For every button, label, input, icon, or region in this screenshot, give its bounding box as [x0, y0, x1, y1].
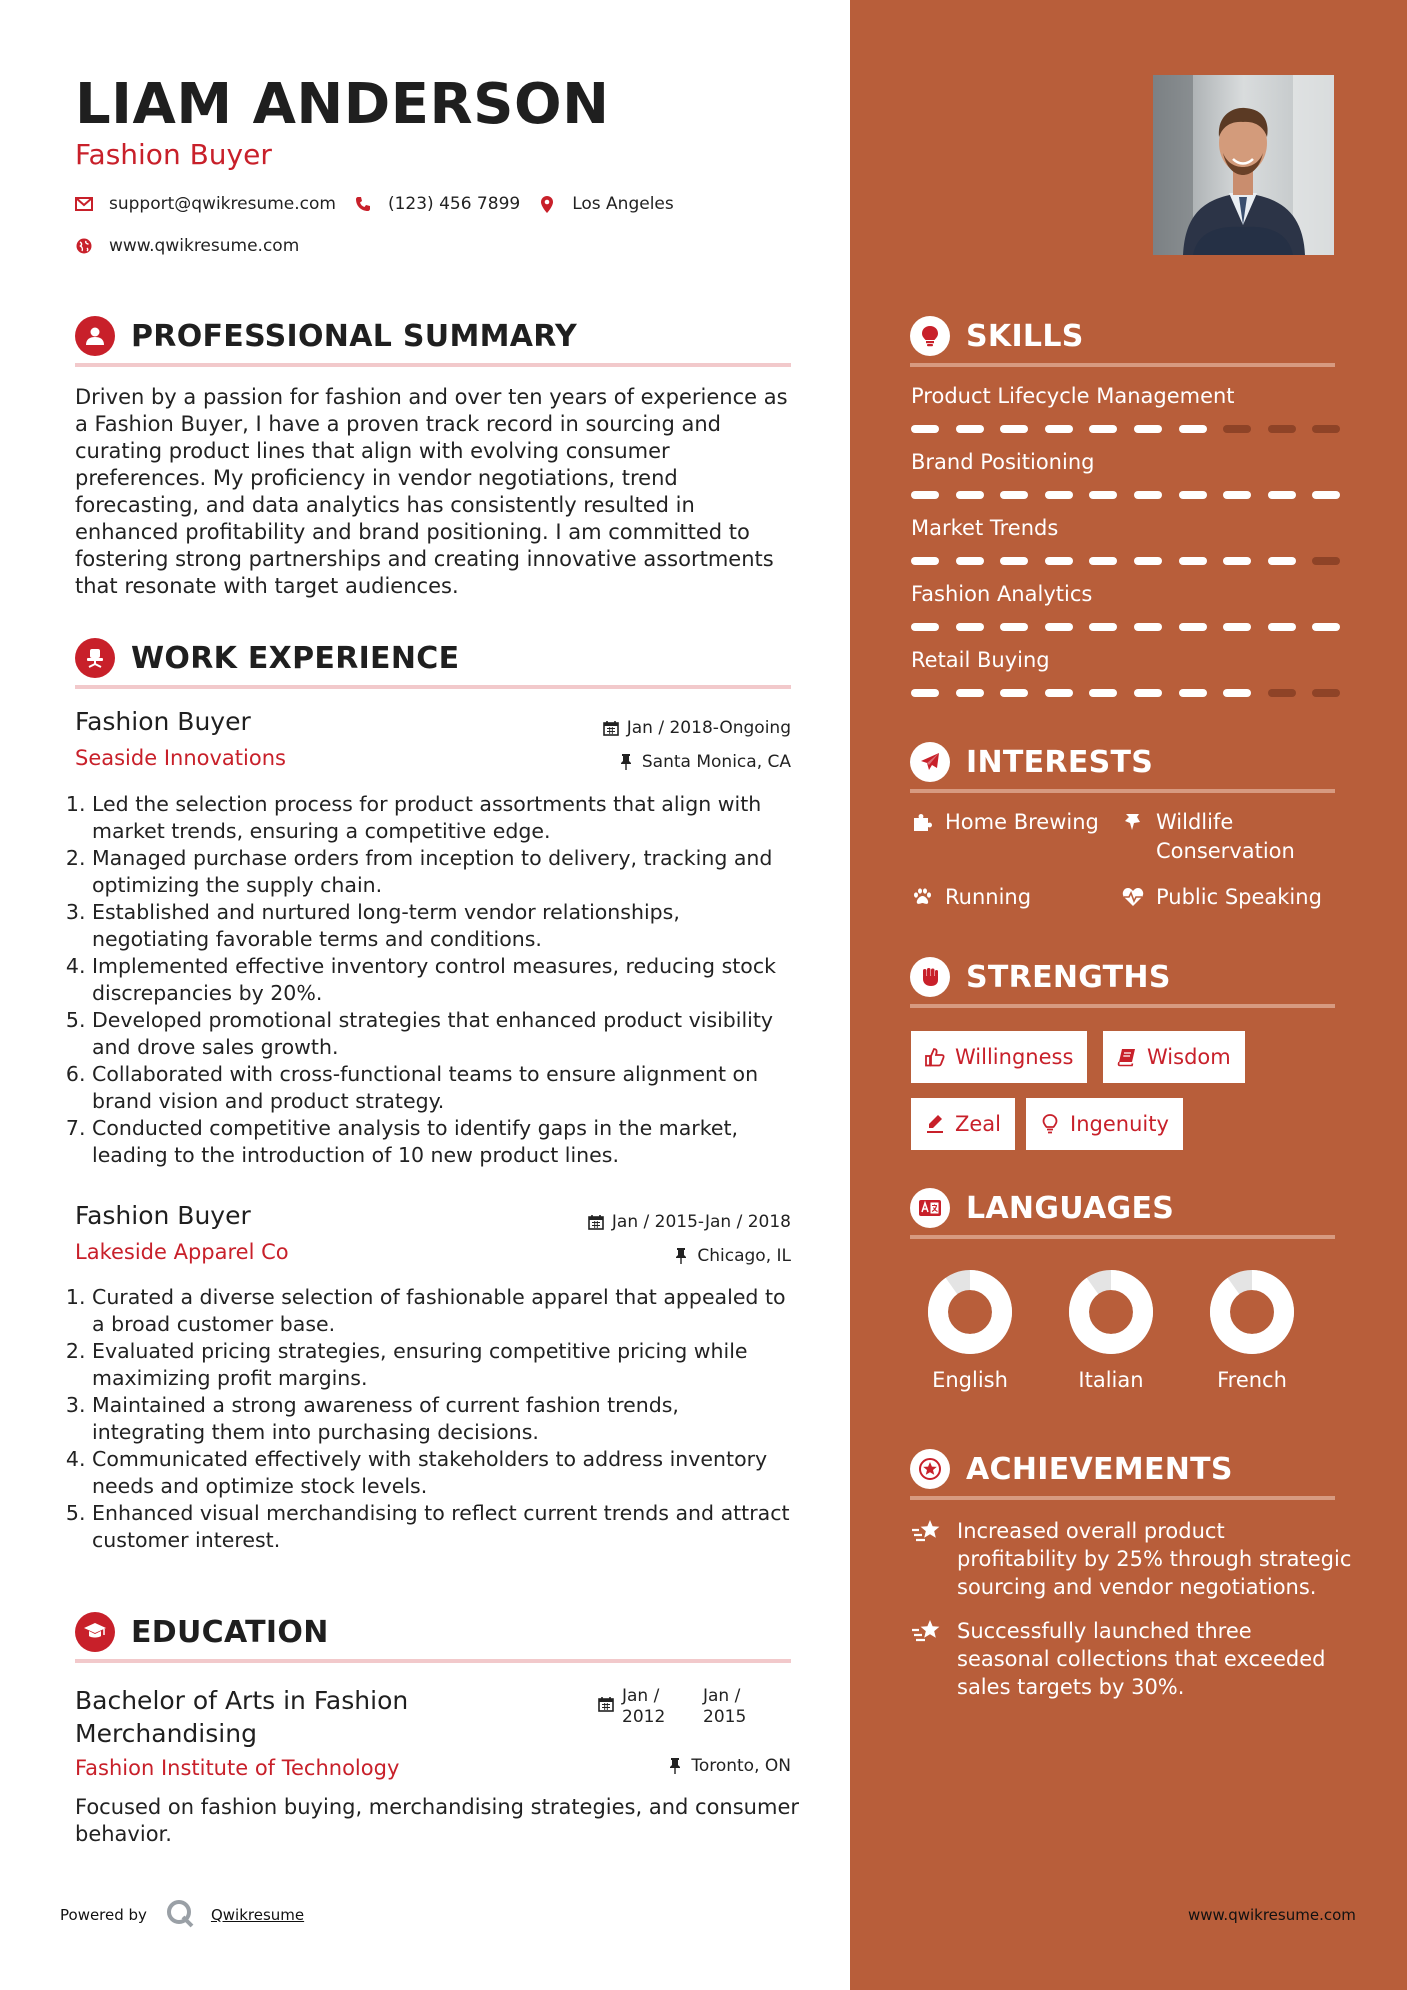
office-chair-icon: [75, 638, 115, 678]
strengths-heading: [910, 957, 1171, 997]
phone-text[interactable]: (123) 456 7899: [387, 194, 521, 214]
profile-photo: [1153, 75, 1334, 255]
list-item: 7. Conducted competitive analysis to identify gaps in the market, leading to the introduction of 10 new product lines.: [92, 1115, 798, 1169]
language-item: [1202, 1270, 1302, 1392]
skill-level-bar: [911, 557, 1333, 565]
skills-divider: [910, 363, 1335, 367]
skill-segment-filled: [956, 425, 984, 433]
interest-label: Home Brewing: [945, 810, 1099, 834]
achievement-text: profitability by 25% through strategic: [957, 1547, 1352, 1571]
contact-row-2: [75, 236, 317, 256]
lightbulb-icon: [1040, 1114, 1060, 1134]
education-heading: [75, 1612, 329, 1652]
skill-level-bar: [911, 491, 1333, 499]
skill-level-bar: [911, 689, 1333, 697]
skill-segment-filled: [1179, 491, 1207, 499]
strength-label: Wisdom: [1147, 1045, 1231, 1069]
interest-label: Wildlife: [1156, 810, 1234, 834]
degree-line-1: Bachelor of Arts in Fashion: [75, 1686, 409, 1715]
skill-segment-empty: [1312, 557, 1340, 565]
job-duties-list: [92, 791, 798, 1169]
summary-divider: [75, 363, 791, 367]
skill-segment-filled: [1000, 425, 1028, 433]
interest-item: [911, 883, 1031, 912]
skill-segment-filled: [1045, 557, 1073, 565]
skills-title: SKILLS: [966, 318, 1084, 354]
thumbtack-icon: [1122, 811, 1144, 833]
calendar-icon: [598, 1696, 614, 1712]
language-name: Italian: [1078, 1368, 1144, 1392]
skill-segment-filled: [1089, 557, 1117, 565]
skill-segment-filled: [956, 623, 984, 631]
job-title: Fashion Buyer: [75, 1201, 251, 1230]
end-month: Jan /: [703, 1686, 741, 1706]
achievement-text: sourcing and vendor negotiations.: [957, 1575, 1317, 1599]
language-item: [920, 1270, 1020, 1392]
summary-title: PROFESSIONAL SUMMARY: [131, 318, 578, 354]
skill-segment-filled: [1134, 623, 1162, 631]
language-name: French: [1217, 1368, 1287, 1392]
strength-label: Zeal: [955, 1112, 1002, 1136]
interests-divider: [910, 789, 1335, 793]
skill-segment-filled: [1312, 491, 1340, 499]
interests-heading: [910, 742, 1153, 782]
education-title: EDUCATION: [131, 1614, 329, 1650]
achievement-text: sales targets by 30%.: [957, 1675, 1185, 1699]
map-marker-icon: [538, 195, 556, 213]
book-icon: [1117, 1047, 1137, 1067]
skill-segment-filled: [1223, 689, 1251, 697]
skill-name: Fashion Analytics: [911, 582, 1093, 606]
job-location-text: Chicago, IL: [697, 1246, 791, 1266]
skill-segment-filled: [956, 557, 984, 565]
thumbtack-icon: [673, 1248, 689, 1264]
language-name: English: [932, 1368, 1008, 1392]
paper-plane-icon: [910, 742, 950, 782]
languages-divider: [910, 1235, 1335, 1239]
footer-website-link[interactable]: www.qwikresume.com: [1188, 1906, 1356, 1924]
job-date: [588, 1212, 791, 1232]
start-month: Jan /: [622, 1686, 660, 1706]
skill-segment-filled: [1268, 491, 1296, 499]
skill-segment-filled: [1045, 425, 1073, 433]
skill-segment-filled: [911, 557, 939, 565]
skill-segment-filled: [1179, 425, 1207, 433]
languages-heading: [910, 1188, 1174, 1228]
skill-segment-filled: [1268, 557, 1296, 565]
list-item: 3. Established and nurtured long-term vendor relationships, negotiating favorable terms and conditions.: [92, 899, 798, 953]
skill-name: Brand Positioning: [911, 450, 1095, 474]
school-location: [667, 1756, 791, 1776]
heartbeat-icon: [1122, 886, 1144, 908]
experience-title: WORK EXPERIENCE: [131, 640, 460, 676]
calendar-icon: [588, 1214, 604, 1230]
envelope-icon: [75, 195, 93, 213]
interest-item: [911, 808, 1099, 837]
job-location: [618, 752, 791, 772]
powered-by: [60, 1898, 304, 1932]
education-start-date: [598, 1686, 665, 1728]
user-icon: [75, 316, 115, 356]
job-date-text: Jan / 2015-Jan / 2018: [611, 1212, 791, 1232]
thumbtack-icon: [667, 1758, 683, 1774]
skill-segment-filled: [1223, 623, 1251, 631]
skill-segment-filled: [1045, 491, 1073, 499]
list-item: 1. Curated a diverse selection of fashionable apparel that appealed to a broad customer base.: [92, 1284, 798, 1338]
language-proficiency-donut: [1210, 1270, 1294, 1354]
lightbulb-icon: [910, 316, 950, 356]
contact-row-1: [75, 194, 692, 214]
fist-icon: [910, 957, 950, 997]
list-item: 1. Led the selection process for product assortments that align with market trends, ensuring a competitive edge.: [92, 791, 798, 845]
education-divider: [75, 1659, 791, 1663]
shooting-star-icon: [911, 1617, 943, 1645]
skill-segment-filled: [956, 689, 984, 697]
sidebar: [850, 0, 1407, 1990]
skill-segment-filled: [1179, 689, 1207, 697]
list-item: 4. Implemented effective inventory control measures, reducing stock discrepancies by 20%.: [92, 953, 798, 1007]
language-icon: [910, 1188, 950, 1228]
skill-segment-filled: [1000, 557, 1028, 565]
skill-segment-filled: [1089, 689, 1117, 697]
paw-icon: [911, 886, 933, 908]
skill-segment-empty: [1268, 689, 1296, 697]
achievement-text: Successfully launched three: [957, 1619, 1252, 1643]
qwikresume-link[interactable]: Qwikresume: [210, 1906, 305, 1924]
skill-segment-filled: [911, 623, 939, 631]
location-text: Los Angeles: [572, 194, 674, 214]
achievements-divider: [910, 1496, 1335, 1500]
strength-label: Willingness: [955, 1045, 1074, 1069]
skill-segment-filled: [1089, 425, 1117, 433]
interest-label: Running: [945, 885, 1032, 909]
skill-segment-filled: [1223, 491, 1251, 499]
achievement-text: Increased overall product: [957, 1519, 1225, 1543]
pen-icon: [925, 1114, 945, 1134]
donut-fill: [1220, 1280, 1284, 1344]
skill-segment-filled: [1134, 689, 1162, 697]
skill-segment-empty: [1312, 689, 1340, 697]
list-item: 2. Managed purchase orders from inception to delivery, tracking and optimizing the supply chain.: [92, 845, 798, 899]
job-location: [673, 1246, 791, 1266]
degree-title: [75, 1684, 408, 1750]
donut-fill: [1079, 1280, 1143, 1344]
language-item: [1061, 1270, 1161, 1392]
job-company: Seaside Innovations: [75, 746, 286, 770]
skill-segment-filled: [1134, 557, 1162, 565]
puzzle-icon: [911, 811, 933, 833]
job-duties-list: [92, 1284, 798, 1554]
interest-label: Public Speaking: [1156, 885, 1322, 909]
strength-chip: [911, 1031, 1087, 1083]
strengths-divider: [910, 1004, 1335, 1008]
skill-level-bar: [911, 623, 1333, 631]
strengths-title: STRENGTHS: [966, 959, 1171, 995]
achievements-heading: [910, 1449, 1233, 1489]
achievement-text: seasonal collections that exceeded: [957, 1647, 1326, 1671]
thumbs-up-icon: [925, 1047, 945, 1067]
skill-level-bar: [911, 425, 1333, 433]
shooting-star-icon: [911, 1517, 943, 1545]
strength-chip: [1103, 1031, 1245, 1083]
list-item: 5. Enhanced visual merchandising to reflect current trends and attract customer interest.: [92, 1500, 798, 1554]
skill-segment-filled: [1179, 557, 1207, 565]
strength-chip: [1026, 1098, 1183, 1150]
school-location-text: Toronto, ON: [691, 1756, 791, 1776]
list-item: 6. Collaborated with cross-functional teams to ensure alignment on brand vision and product strategy.: [92, 1061, 798, 1115]
skill-segment-filled: [1000, 623, 1028, 631]
list-item: 3. Maintained a strong awareness of current fashion trends, integrating them into purchasing decisions.: [92, 1392, 798, 1446]
skill-segment-filled: [1045, 689, 1073, 697]
calendar-icon: [603, 720, 619, 736]
job-title: Fashion Buyer: [75, 707, 251, 736]
interests-title: INTERESTS: [966, 744, 1154, 780]
job-company: Lakeside Apparel Co: [75, 1240, 289, 1264]
experience-divider: [75, 685, 791, 689]
school-name: Fashion Institute of Technology: [75, 1756, 400, 1780]
end-year: 2015: [703, 1707, 747, 1727]
thumbtack-icon: [618, 754, 634, 770]
skills-heading: [910, 316, 1084, 356]
skill-name: Retail Buying: [911, 648, 1050, 672]
candidate-name: LIAM ANDERSON: [75, 72, 610, 137]
skill-segment-filled: [1223, 557, 1251, 565]
skill-segment-filled: [1089, 623, 1117, 631]
summary-text: Driven by a passion for fashion and over ten years of experience as a Fashion Buyer, I have a proven track record in sourcing and curating product lines that align with evolving consumer preferences. My proficiency in vendor negotiations, trend forecasting, and data analytics has consistently resulted in enhanced profitability and brand positioning. I am committed to fostering strong partnerships and creating innovative assortments that resonate with target audiences.: [75, 385, 788, 598]
skill-segment-filled: [911, 425, 939, 433]
graduation-cap-icon: [75, 1612, 115, 1652]
skill-segment-filled: [1268, 623, 1296, 631]
job-date: [603, 718, 791, 738]
skill-segment-empty: [1312, 425, 1340, 433]
candidate-role: Fashion Buyer: [75, 138, 272, 171]
strength-label: Ingenuity: [1070, 1112, 1169, 1136]
education-description: Focused on fashion buying, merchandising strategies, and consumer behavior.: [75, 1795, 799, 1846]
strength-chip: [911, 1098, 1015, 1150]
globe-icon: [75, 237, 93, 255]
interest-item: [1122, 808, 1295, 866]
education-end-date: [703, 1686, 746, 1728]
skill-segment-filled: [911, 491, 939, 499]
job-date-text: Jan / 2018-Ongoing: [626, 718, 791, 738]
start-year: 2012: [622, 1707, 666, 1727]
skill-segment-empty: [1223, 425, 1251, 433]
achievements-title: ACHIEVEMENTS: [966, 1451, 1233, 1487]
phone-icon: [354, 195, 372, 213]
list-item: 4. Communicated effectively with stakeholders to address inventory needs and optimize stock levels.: [92, 1446, 798, 1500]
skill-segment-filled: [1134, 491, 1162, 499]
list-item: 5. Developed promotional strategies that enhanced product visibility and drove sales growth.: [92, 1007, 798, 1061]
skill-segment-filled: [1312, 623, 1340, 631]
website-link[interactable]: www.qwikresume.com: [109, 236, 300, 256]
degree-line-2: Merchandising: [75, 1719, 257, 1748]
interest-item: [1122, 883, 1322, 912]
powered-by-label: Powered by: [60, 1906, 147, 1924]
skill-segment-filled: [1134, 425, 1162, 433]
skill-segment-filled: [956, 491, 984, 499]
email-link[interactable]: support@qwikresume.com: [109, 194, 336, 214]
experience-heading: [75, 638, 459, 678]
skill-segment-empty: [1268, 425, 1296, 433]
skill-segment-filled: [1000, 491, 1028, 499]
skill-name: Product Lifecycle Management: [911, 384, 1235, 408]
star-badge-icon: [910, 1449, 950, 1489]
donut-fill: [938, 1280, 1002, 1344]
qwikresume-logo-icon: [165, 1898, 195, 1932]
language-proficiency-donut: [1069, 1270, 1153, 1354]
list-item: 2. Evaluated pricing strategies, ensuring competitive pricing while maximizing profit margins.: [92, 1338, 798, 1392]
languages-title: LANGUAGES: [966, 1190, 1175, 1226]
language-proficiency-donut: [928, 1270, 1012, 1354]
skill-segment-filled: [1179, 623, 1207, 631]
achievement-item: [911, 1517, 1352, 1601]
job-location-text: Santa Monica, CA: [641, 752, 791, 772]
interest-label-line-2: Conservation: [1156, 839, 1295, 863]
skill-segment-filled: [911, 689, 939, 697]
skill-segment-filled: [1045, 623, 1073, 631]
summary-heading: [75, 316, 577, 356]
skill-segment-filled: [1089, 491, 1117, 499]
skill-segment-filled: [1000, 689, 1028, 697]
skill-name: Market Trends: [911, 516, 1059, 540]
achievement-item: [911, 1617, 1341, 1701]
